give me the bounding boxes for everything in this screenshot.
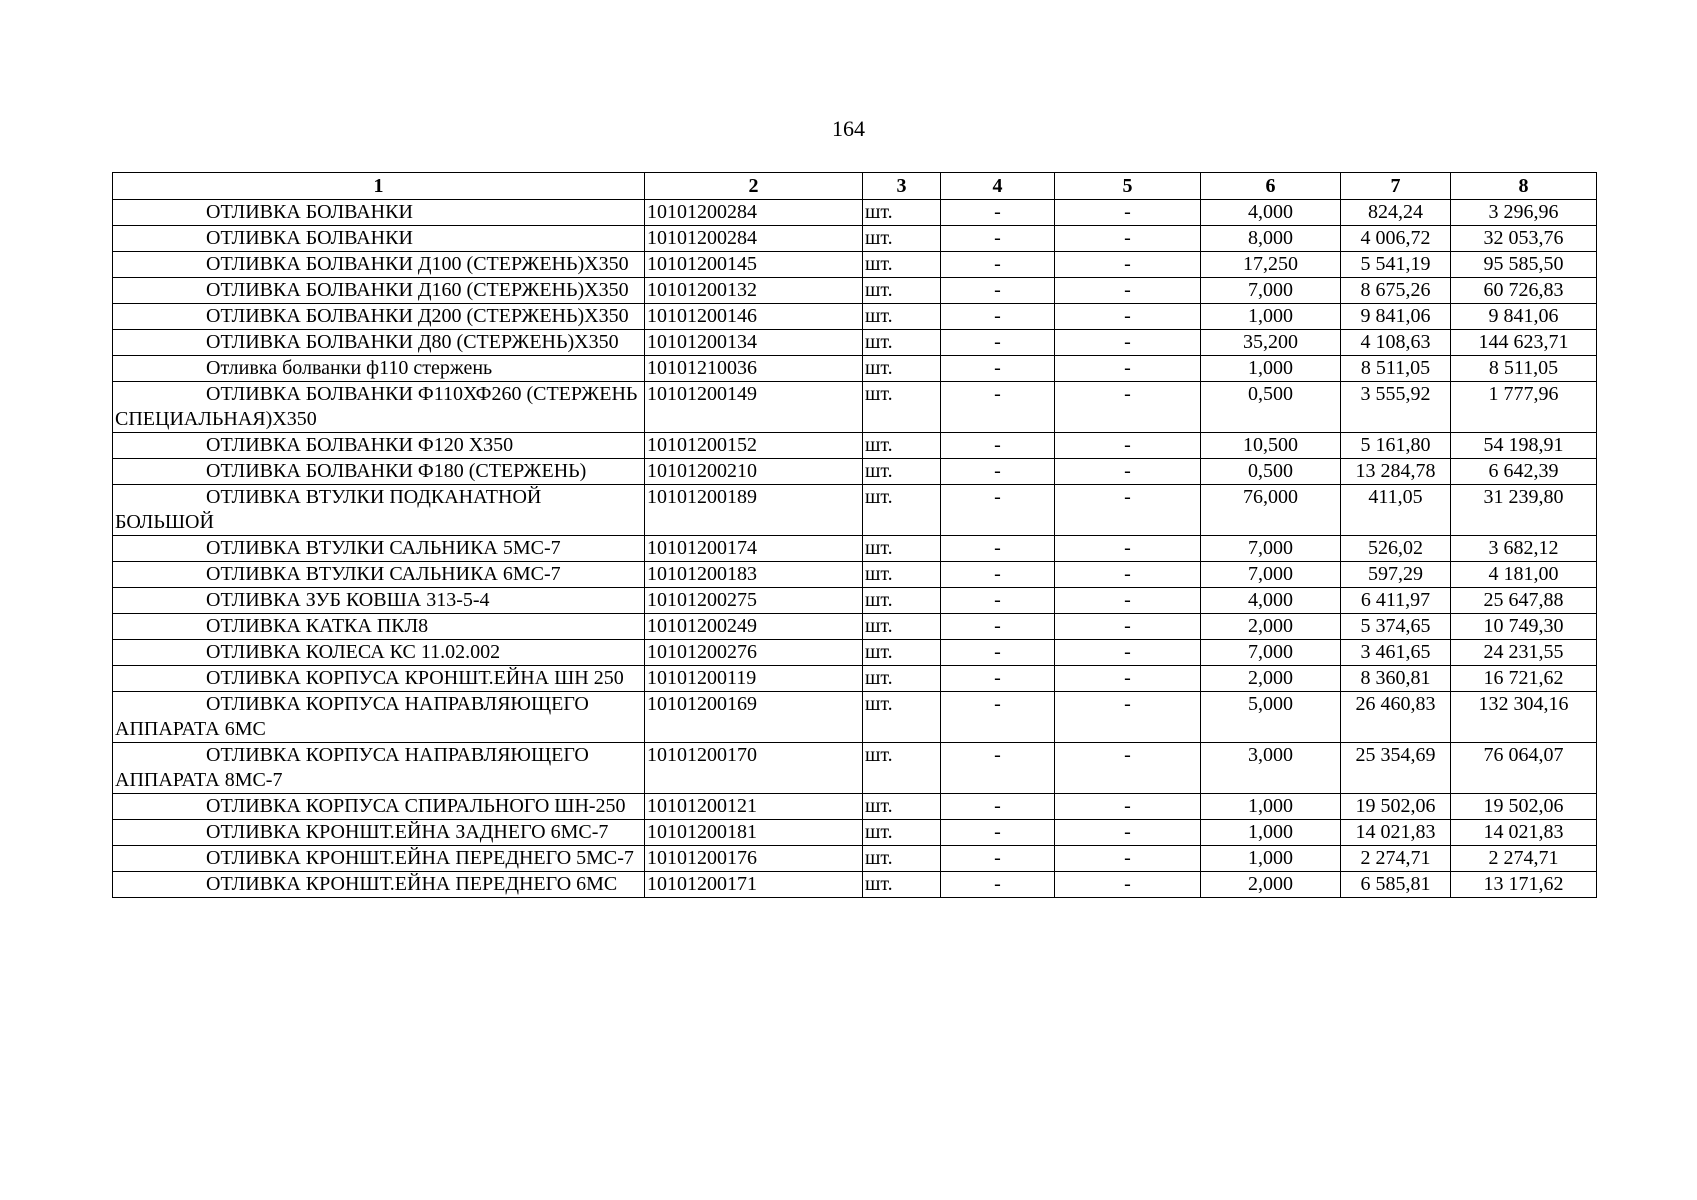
unit-cell: шт. <box>863 226 941 252</box>
price-cell: 8 360,81 <box>1341 666 1451 692</box>
col4-cell: - <box>941 820 1055 846</box>
price-cell: 597,29 <box>1341 562 1451 588</box>
price-cell: 411,05 <box>1341 485 1451 536</box>
quantity-cell: 17,250 <box>1201 252 1341 278</box>
col4-cell: - <box>941 304 1055 330</box>
item-code-cell: 10101200170 <box>645 743 863 794</box>
page-number: 164 <box>832 116 865 141</box>
quantity-cell: 4,000 <box>1201 588 1341 614</box>
table-row <box>113 459 1597 485</box>
table-row <box>113 794 1597 820</box>
item-name-cell: ОТЛИВКА КАТКА ПКЛ8 <box>113 614 645 640</box>
item-code-cell: 10101200149 <box>645 382 863 433</box>
column-header: 6 <box>1201 173 1341 200</box>
price-cell: 4 108,63 <box>1341 330 1451 356</box>
unit-cell: шт. <box>863 278 941 304</box>
table-row <box>113 382 1597 433</box>
price-cell: 6 585,81 <box>1341 872 1451 898</box>
item-name-cell: ОТЛИВКА ЗУБ КОВША 313-5-4 <box>113 588 645 614</box>
col4-cell: - <box>941 226 1055 252</box>
col4-cell: - <box>941 252 1055 278</box>
col4-cell: - <box>941 433 1055 459</box>
total-cell: 31 239,80 <box>1451 485 1597 536</box>
item-name-cell: ОТЛИВКА ВТУЛКИ САЛЬНИКА 6МС-7 <box>113 562 645 588</box>
col4-cell: - <box>941 640 1055 666</box>
item-code-cell: 10101200183 <box>645 562 863 588</box>
price-cell: 8 675,26 <box>1341 278 1451 304</box>
item-name-cell: ОТЛИВКА БОЛВАНКИ Д100 (СТЕРЖЕНЬ)Х350 <box>113 252 645 278</box>
item-name-cell: Отливка болванки ф110 стержень <box>113 356 645 382</box>
col5-cell: - <box>1055 640 1201 666</box>
quantity-cell: 10,500 <box>1201 433 1341 459</box>
unit-cell: шт. <box>863 485 941 536</box>
item-name-cell: ОТЛИВКА БОЛВАНКИ Ф110ХФ260 (СТЕРЖЕНЬ СПЕЦИАЛЬНАЯ)Х350 <box>113 382 645 433</box>
price-cell: 5 374,65 <box>1341 614 1451 640</box>
total-cell: 144 623,71 <box>1451 330 1597 356</box>
price-cell: 5 541,19 <box>1341 252 1451 278</box>
total-cell: 1 777,96 <box>1451 382 1597 433</box>
header-row <box>113 173 1597 200</box>
item-name-cell: ОТЛИВКА ВТУЛКИ САЛЬНИКА 5МС-7 <box>113 536 645 562</box>
col5-cell: - <box>1055 692 1201 743</box>
total-cell: 54 198,91 <box>1451 433 1597 459</box>
price-cell: 6 411,97 <box>1341 588 1451 614</box>
table-row <box>113 692 1597 743</box>
col5-cell: - <box>1055 614 1201 640</box>
table-row <box>113 252 1597 278</box>
item-code-cell: 10101200249 <box>645 614 863 640</box>
unit-cell: шт. <box>863 433 941 459</box>
column-header: 7 <box>1341 173 1451 200</box>
total-cell: 3 682,12 <box>1451 536 1597 562</box>
item-name-cell: ОТЛИВКА БОЛВАНКИ Ф180 (СТЕРЖЕНЬ) <box>113 459 645 485</box>
quantity-cell: 7,000 <box>1201 562 1341 588</box>
unit-cell: шт. <box>863 640 941 666</box>
item-code-cell: 10101200134 <box>645 330 863 356</box>
total-cell: 76 064,07 <box>1451 743 1597 794</box>
price-cell: 3 555,92 <box>1341 382 1451 433</box>
price-cell: 14 021,83 <box>1341 820 1451 846</box>
col5-cell: - <box>1055 382 1201 433</box>
item-name-cell: ОТЛИВКА БОЛВАНКИ Д160 (СТЕРЖЕНЬ)Х350 <box>113 278 645 304</box>
item-code-cell: 10101200132 <box>645 278 863 304</box>
col5-cell: - <box>1055 666 1201 692</box>
unit-cell: шт. <box>863 562 941 588</box>
item-code-cell: 10101200146 <box>645 304 863 330</box>
total-cell: 2 274,71 <box>1451 846 1597 872</box>
price-cell: 526,02 <box>1341 536 1451 562</box>
col4-cell: - <box>941 330 1055 356</box>
table-row <box>113 743 1597 794</box>
price-cell: 4 006,72 <box>1341 226 1451 252</box>
item-code-cell: 10101200284 <box>645 200 863 226</box>
item-code-cell: 10101200181 <box>645 820 863 846</box>
col5-cell: - <box>1055 872 1201 898</box>
unit-cell: шт. <box>863 614 941 640</box>
item-name-cell: ОТЛИВКА КОРПУСА КРОНШТ.ЕЙНА ШН 250 <box>113 666 645 692</box>
quantity-cell: 8,000 <box>1201 226 1341 252</box>
table-body <box>113 200 1597 898</box>
col4-cell: - <box>941 872 1055 898</box>
col4-cell: - <box>941 382 1055 433</box>
quantity-cell: 0,500 <box>1201 382 1341 433</box>
quantity-cell: 1,000 <box>1201 356 1341 382</box>
table-row <box>113 304 1597 330</box>
total-cell: 132 304,16 <box>1451 692 1597 743</box>
table-row <box>113 433 1597 459</box>
price-cell: 8 511,05 <box>1341 356 1451 382</box>
total-cell: 10 749,30 <box>1451 614 1597 640</box>
col4-cell: - <box>941 666 1055 692</box>
col4-cell: - <box>941 200 1055 226</box>
item-name-cell: ОТЛИВКА КРОНШТ.ЕЙНА ЗАДНЕГО 6МС-7 <box>113 820 645 846</box>
item-name-cell: ОТЛИВКА КОРПУСА НАПРАВЛЯЮЩЕГО АППАРАТА 6МС <box>113 692 645 743</box>
column-header: 1 <box>113 173 645 200</box>
col4-cell: - <box>941 692 1055 743</box>
quantity-cell: 1,000 <box>1201 820 1341 846</box>
total-cell: 95 585,50 <box>1451 252 1597 278</box>
unit-cell: шт. <box>863 794 941 820</box>
quantity-cell: 2,000 <box>1201 872 1341 898</box>
total-cell: 19 502,06 <box>1451 794 1597 820</box>
price-cell: 9 841,06 <box>1341 304 1451 330</box>
item-name-cell: ОТЛИВКА ВТУЛКИ ПОДКАНАТНОЙ БОЛЬШОЙ <box>113 485 645 536</box>
price-cell: 19 502,06 <box>1341 794 1451 820</box>
item-code-cell: 10101200284 <box>645 226 863 252</box>
price-cell: 25 354,69 <box>1341 743 1451 794</box>
table-row <box>113 820 1597 846</box>
col5-cell: - <box>1055 459 1201 485</box>
item-code-cell: 10101200119 <box>645 666 863 692</box>
col5-cell: - <box>1055 536 1201 562</box>
quantity-cell: 1,000 <box>1201 794 1341 820</box>
column-header: 4 <box>941 173 1055 200</box>
unit-cell: шт. <box>863 872 941 898</box>
unit-cell: шт. <box>863 820 941 846</box>
item-name-cell: ОТЛИВКА БОЛВАНКИ Д200 (СТЕРЖЕНЬ)Х350 <box>113 304 645 330</box>
col5-cell: - <box>1055 252 1201 278</box>
item-name-cell: ОТЛИВКА КОЛЕСА КС 11.02.002 <box>113 640 645 666</box>
unit-cell: шт. <box>863 200 941 226</box>
total-cell: 13 171,62 <box>1451 872 1597 898</box>
col5-cell: - <box>1055 485 1201 536</box>
col4-cell: - <box>941 743 1055 794</box>
price-cell: 13 284,78 <box>1341 459 1451 485</box>
unit-cell: шт. <box>863 692 941 743</box>
col4-cell: - <box>941 846 1055 872</box>
item-name-cell: ОТЛИВКА КОРПУСА НАПРАВЛЯЮЩЕГО АППАРАТА 8МС-7 <box>113 743 645 794</box>
quantity-cell: 1,000 <box>1201 304 1341 330</box>
col4-cell: - <box>941 356 1055 382</box>
total-cell: 25 647,88 <box>1451 588 1597 614</box>
col5-cell: - <box>1055 743 1201 794</box>
unit-cell: шт. <box>863 330 941 356</box>
col5-cell: - <box>1055 433 1201 459</box>
table-row <box>113 536 1597 562</box>
item-name-cell: ОТЛИВКА БОЛВАНКИ Д80 (СТЕРЖЕНЬ)Х350 <box>113 330 645 356</box>
quantity-cell: 35,200 <box>1201 330 1341 356</box>
table-row <box>113 640 1597 666</box>
col5-cell: - <box>1055 200 1201 226</box>
unit-cell: шт. <box>863 846 941 872</box>
item-code-cell: 10101200169 <box>645 692 863 743</box>
item-code-cell: 10101200171 <box>645 872 863 898</box>
unit-cell: шт. <box>863 382 941 433</box>
table-row <box>113 200 1597 226</box>
col4-cell: - <box>941 794 1055 820</box>
unit-cell: шт. <box>863 459 941 485</box>
col4-cell: - <box>941 562 1055 588</box>
col5-cell: - <box>1055 794 1201 820</box>
col4-cell: - <box>941 614 1055 640</box>
total-cell: 3 296,96 <box>1451 200 1597 226</box>
quantity-cell: 2,000 <box>1201 614 1341 640</box>
column-header: 5 <box>1055 173 1201 200</box>
item-name-cell: ОТЛИВКА КОРПУСА СПИРАЛЬНОГО ШН-250 <box>113 794 645 820</box>
col5-cell: - <box>1055 304 1201 330</box>
col4-cell: - <box>941 459 1055 485</box>
quantity-cell: 2,000 <box>1201 666 1341 692</box>
item-name-cell: ОТЛИВКА БОЛВАНКИ <box>113 200 645 226</box>
total-cell: 14 021,83 <box>1451 820 1597 846</box>
quantity-cell: 7,000 <box>1201 640 1341 666</box>
total-cell: 32 053,76 <box>1451 226 1597 252</box>
table-row <box>113 562 1597 588</box>
item-name-cell: ОТЛИВКА КРОНШТ.ЕЙНА ПЕРЕДНЕГО 6МС <box>113 872 645 898</box>
total-cell: 60 726,83 <box>1451 278 1597 304</box>
col4-cell: - <box>941 536 1055 562</box>
quantity-cell: 0,500 <box>1201 459 1341 485</box>
item-code-cell: 10101210036 <box>645 356 863 382</box>
item-code-cell: 10101200210 <box>645 459 863 485</box>
col5-cell: - <box>1055 820 1201 846</box>
total-cell: 24 231,55 <box>1451 640 1597 666</box>
price-cell: 26 460,83 <box>1341 692 1451 743</box>
table-row <box>113 614 1597 640</box>
quantity-cell: 5,000 <box>1201 692 1341 743</box>
col5-cell: - <box>1055 226 1201 252</box>
item-code-cell: 10101200276 <box>645 640 863 666</box>
data-table <box>112 172 1597 898</box>
col5-cell: - <box>1055 846 1201 872</box>
item-code-cell: 10101200275 <box>645 588 863 614</box>
total-cell: 4 181,00 <box>1451 562 1597 588</box>
unit-cell: шт. <box>863 666 941 692</box>
col4-cell: - <box>941 278 1055 304</box>
total-cell: 6 642,39 <box>1451 459 1597 485</box>
item-name-cell: ОТЛИВКА БОЛВАНКИ Ф120 Х350 <box>113 433 645 459</box>
total-cell: 9 841,06 <box>1451 304 1597 330</box>
col4-cell: - <box>941 588 1055 614</box>
unit-cell: шт. <box>863 356 941 382</box>
item-code-cell: 10101200145 <box>645 252 863 278</box>
column-header: 3 <box>863 173 941 200</box>
unit-cell: шт. <box>863 743 941 794</box>
item-code-cell: 10101200189 <box>645 485 863 536</box>
item-code-cell: 10101200152 <box>645 433 863 459</box>
quantity-cell: 3,000 <box>1201 743 1341 794</box>
table-row <box>113 872 1597 898</box>
col5-cell: - <box>1055 278 1201 304</box>
quantity-cell: 1,000 <box>1201 846 1341 872</box>
unit-cell: шт. <box>863 588 941 614</box>
quantity-cell: 7,000 <box>1201 536 1341 562</box>
unit-cell: шт. <box>863 304 941 330</box>
col5-cell: - <box>1055 330 1201 356</box>
unit-cell: шт. <box>863 252 941 278</box>
item-name-cell: ОТЛИВКА БОЛВАНКИ <box>113 226 645 252</box>
total-cell: 16 721,62 <box>1451 666 1597 692</box>
unit-cell: шт. <box>863 536 941 562</box>
column-header: 2 <box>645 173 863 200</box>
col5-cell: - <box>1055 356 1201 382</box>
item-code-cell: 10101200121 <box>645 794 863 820</box>
column-header: 8 <box>1451 173 1597 200</box>
table-row <box>113 278 1597 304</box>
item-code-cell: 10101200176 <box>645 846 863 872</box>
price-cell: 2 274,71 <box>1341 846 1451 872</box>
item-name-cell: ОТЛИВКА КРОНШТ.ЕЙНА ПЕРЕДНЕГО 5МС-7 <box>113 846 645 872</box>
item-code-cell: 10101200174 <box>645 536 863 562</box>
table-row <box>113 588 1597 614</box>
table-row <box>113 485 1597 536</box>
quantity-cell: 7,000 <box>1201 278 1341 304</box>
quantity-cell: 4,000 <box>1201 200 1341 226</box>
price-cell: 824,24 <box>1341 200 1451 226</box>
price-cell: 5 161,80 <box>1341 433 1451 459</box>
table-row <box>113 666 1597 692</box>
table-row <box>113 226 1597 252</box>
col4-cell: - <box>941 485 1055 536</box>
table-row <box>113 356 1597 382</box>
quantity-cell: 76,000 <box>1201 485 1341 536</box>
total-cell: 8 511,05 <box>1451 356 1597 382</box>
table-row <box>113 330 1597 356</box>
price-cell: 3 461,65 <box>1341 640 1451 666</box>
col5-cell: - <box>1055 562 1201 588</box>
table-row <box>113 846 1597 872</box>
col5-cell: - <box>1055 588 1201 614</box>
